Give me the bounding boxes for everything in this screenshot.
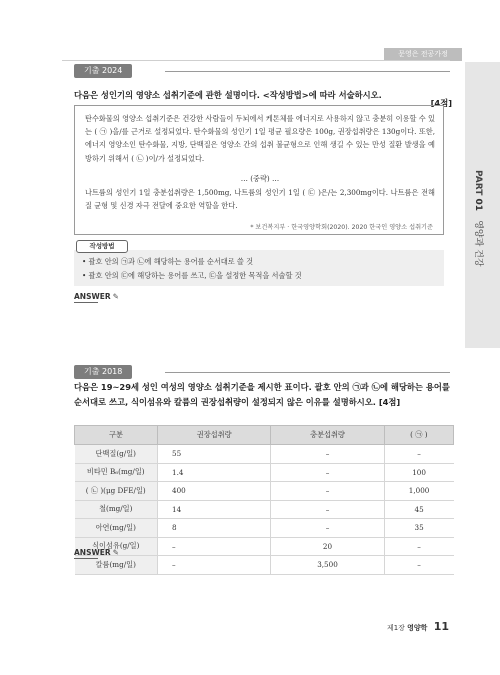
table-cell: 55 bbox=[158, 445, 271, 464]
footer-chapter: 제1장 bbox=[386, 624, 405, 632]
table-cell: – bbox=[384, 537, 453, 556]
answer-label bbox=[74, 548, 119, 557]
table-cell: – bbox=[158, 537, 271, 556]
table-row bbox=[75, 445, 454, 464]
answer-underline bbox=[74, 558, 98, 559]
table-cell: 400 bbox=[158, 482, 271, 501]
table-cell: 8 bbox=[158, 519, 271, 538]
table-header-cell: 권장섭취량 bbox=[158, 426, 271, 445]
table-cell: 칼륨(mg/일) bbox=[75, 556, 158, 575]
table-cell: 비타민 B₆(mg/일) bbox=[75, 463, 158, 482]
section-rule bbox=[165, 372, 450, 373]
table-row bbox=[75, 482, 454, 501]
answer-label bbox=[74, 292, 119, 301]
section-rule bbox=[165, 71, 450, 72]
passage-source: * 보건복지부 · 한국영양학회(2020). 2020 한국인 영양소 섭취기준 bbox=[250, 224, 433, 231]
table-cell: 35 bbox=[384, 519, 453, 538]
nutrient-intake-table bbox=[74, 425, 454, 575]
exam-year-label: 기출 2018 bbox=[74, 365, 132, 379]
table-cell: – bbox=[271, 482, 384, 501]
table-cell: 45 bbox=[384, 500, 453, 519]
table-cell: – bbox=[384, 445, 453, 464]
table-cell: 아연(mg/일) bbox=[75, 519, 158, 538]
table-header-row bbox=[75, 426, 454, 445]
table-cell: – bbox=[271, 445, 384, 464]
page-footer bbox=[387, 620, 449, 633]
table-cell: 1,000 bbox=[384, 482, 453, 501]
table-header-cell: ( ㉠ ) bbox=[384, 426, 453, 445]
table-cell: – bbox=[158, 556, 271, 575]
answer-text: ANSWER bbox=[74, 292, 111, 301]
passage-ellipsis: … (중략) … bbox=[240, 174, 280, 183]
part-label: PART bbox=[473, 170, 483, 196]
table-cell: 100 bbox=[384, 463, 453, 482]
question-points: [4점] bbox=[430, 98, 452, 108]
part-number: 01 bbox=[473, 198, 483, 212]
table-cell: – bbox=[384, 556, 453, 575]
table-row bbox=[75, 537, 454, 556]
exam-year-label: 기출 2024 bbox=[74, 64, 132, 78]
table-cell: – bbox=[271, 519, 384, 538]
table-cell: 식이섬유(g/일) bbox=[75, 537, 158, 556]
header-category-tag: 문영은 전공가정 bbox=[384, 48, 462, 61]
table-cell: 14 bbox=[158, 500, 271, 519]
question-body: 다음은 성인기의 영양소 섭취기준에 관한 설명이다. <작성방법>에 따라 서술하시오. bbox=[74, 90, 382, 100]
method-item: • 괄호 안의 ㉠과 ㉡에 해당하는 용어를 순서대로 쓸 것 bbox=[82, 257, 254, 266]
table-cell: – bbox=[271, 500, 384, 519]
writing-method-label: 작성방법 bbox=[76, 240, 128, 253]
pencil-icon: ✎ bbox=[112, 548, 119, 557]
question-points: [4점] bbox=[378, 397, 401, 407]
table-row bbox=[75, 519, 454, 538]
question-text bbox=[74, 380, 452, 410]
table-cell: 20 bbox=[271, 537, 384, 556]
table-row bbox=[75, 556, 454, 575]
table-cell: 3,500 bbox=[271, 556, 384, 575]
page-number: 11 bbox=[433, 620, 449, 633]
header-rule bbox=[62, 60, 450, 61]
table-cell: ( ㉡ )(μg DFE/일) bbox=[75, 482, 158, 501]
footer-subject: 영양학 bbox=[407, 624, 428, 632]
part-subtitle: 영양과 건강 bbox=[473, 220, 483, 267]
table-row bbox=[75, 463, 454, 482]
table-header-cell: 구분 bbox=[75, 426, 158, 445]
table-header-cell: 충분섭취량 bbox=[271, 426, 384, 445]
method-item: • 괄호 안의 ㉢에 해당하는 용어를 쓰고, ㉢을 설정한 목적을 서술할 것 bbox=[82, 271, 302, 280]
question-body: 다음은 19~29세 성인 여성의 영양소 섭취기준을 제시한 표이다. 괄호 안의 ㉠과 ㉡에 해당하는 용어를 순서대로 쓰고, 식이섬유와 칼륨의 권장섭취량이 설정되지 않은 이유를 설명하시오. bbox=[74, 382, 450, 407]
passage-box bbox=[74, 105, 444, 235]
passage-paragraph: 탄수화물의 영양소 섭취기준은 건강한 사람들이 두뇌에서 케톤체를 에너지로 사용하지 않고 충분히 이용할 수 있는 ( ㉠ )을/를 근거로 설정되었다. 탄수화물의 성인기 1일 평균 필요량은 100g, 권장섭취량은 130g이다. 또한, 에너지 영양소인 탄수화물, 지방, 단백질은 영양소 간의 섭취 불균형으로 인해 생길 수 있는 만성 질환 발생을 예방하기 위해서 ( ㉡ )이/가 설정되었다. bbox=[85, 114, 435, 163]
pencil-icon: ✎ bbox=[112, 292, 119, 301]
table-cell: – bbox=[271, 463, 384, 482]
passage-paragraph: 나트륨의 성인기 1일 충분섭취량은 1,500mg, 나트륨의 성인기 1일 ( ㉢ )은/는 2,300mg이다. 나트륨은 전해질 균형 및 신경 자극 전달에 중요한 역할을 한다. bbox=[85, 188, 435, 211]
writing-method-box bbox=[74, 250, 444, 286]
part-side-label bbox=[473, 170, 486, 267]
table-cell: 1.4 bbox=[158, 463, 271, 482]
table-cell: 철(mg/일) bbox=[75, 500, 158, 519]
table-cell: 단백질(g/일) bbox=[75, 445, 158, 464]
answer-text: ANSWER bbox=[74, 548, 111, 557]
answer-underline bbox=[74, 302, 98, 303]
table-row bbox=[75, 500, 454, 519]
